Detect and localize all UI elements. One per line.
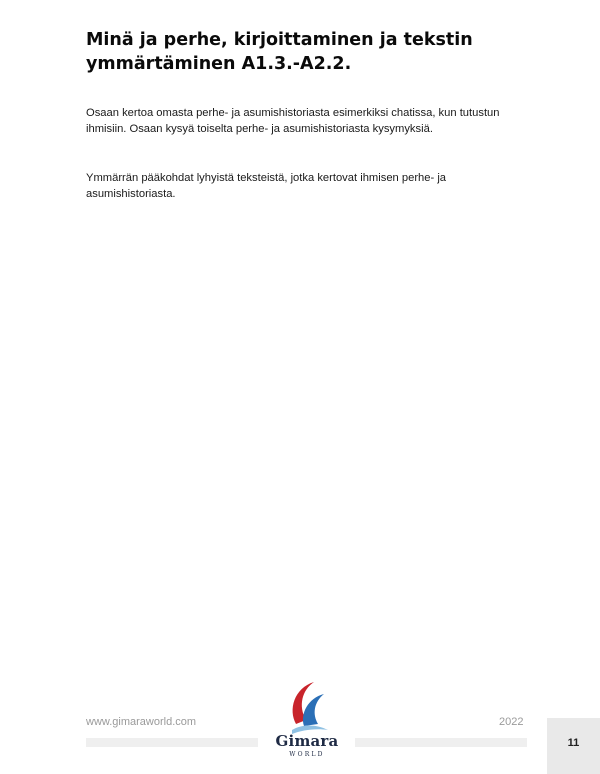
page-number-box — [547, 718, 600, 774]
footer-website-link[interactable]: www.gimaraworld.com — [86, 716, 197, 728]
logo-subword: WORLD — [289, 751, 325, 758]
footer-year: 2022 — [499, 716, 524, 728]
logo-wordmark: Gimara — [275, 732, 339, 750]
gimara-logo — [272, 680, 342, 774]
footer-divider-right — [355, 738, 527, 747]
footer-divider-left — [86, 738, 258, 747]
page-number: 11 — [567, 737, 580, 749]
page-title: Minä ja perhe, kirjoittaminen ja tekstin ymmärtäminen A1.3.-A2.2. — [86, 30, 473, 74]
paragraph-2: Ymmärrän pääkohdat lyhyistä teksteistä, jotka kertovat ihmisen perhe- ja asumishistoriasta. — [86, 172, 447, 200]
paragraph-1: Osaan kertoa omasta perhe- ja asumishistoriasta esimerkiksi chatissa, kun tutustun ihmisiin. Osaan kysyä toiselta perhe- ja asumishistoriasta kysymyksiä. — [86, 107, 500, 135]
gimara-logo-icon — [284, 680, 330, 736]
